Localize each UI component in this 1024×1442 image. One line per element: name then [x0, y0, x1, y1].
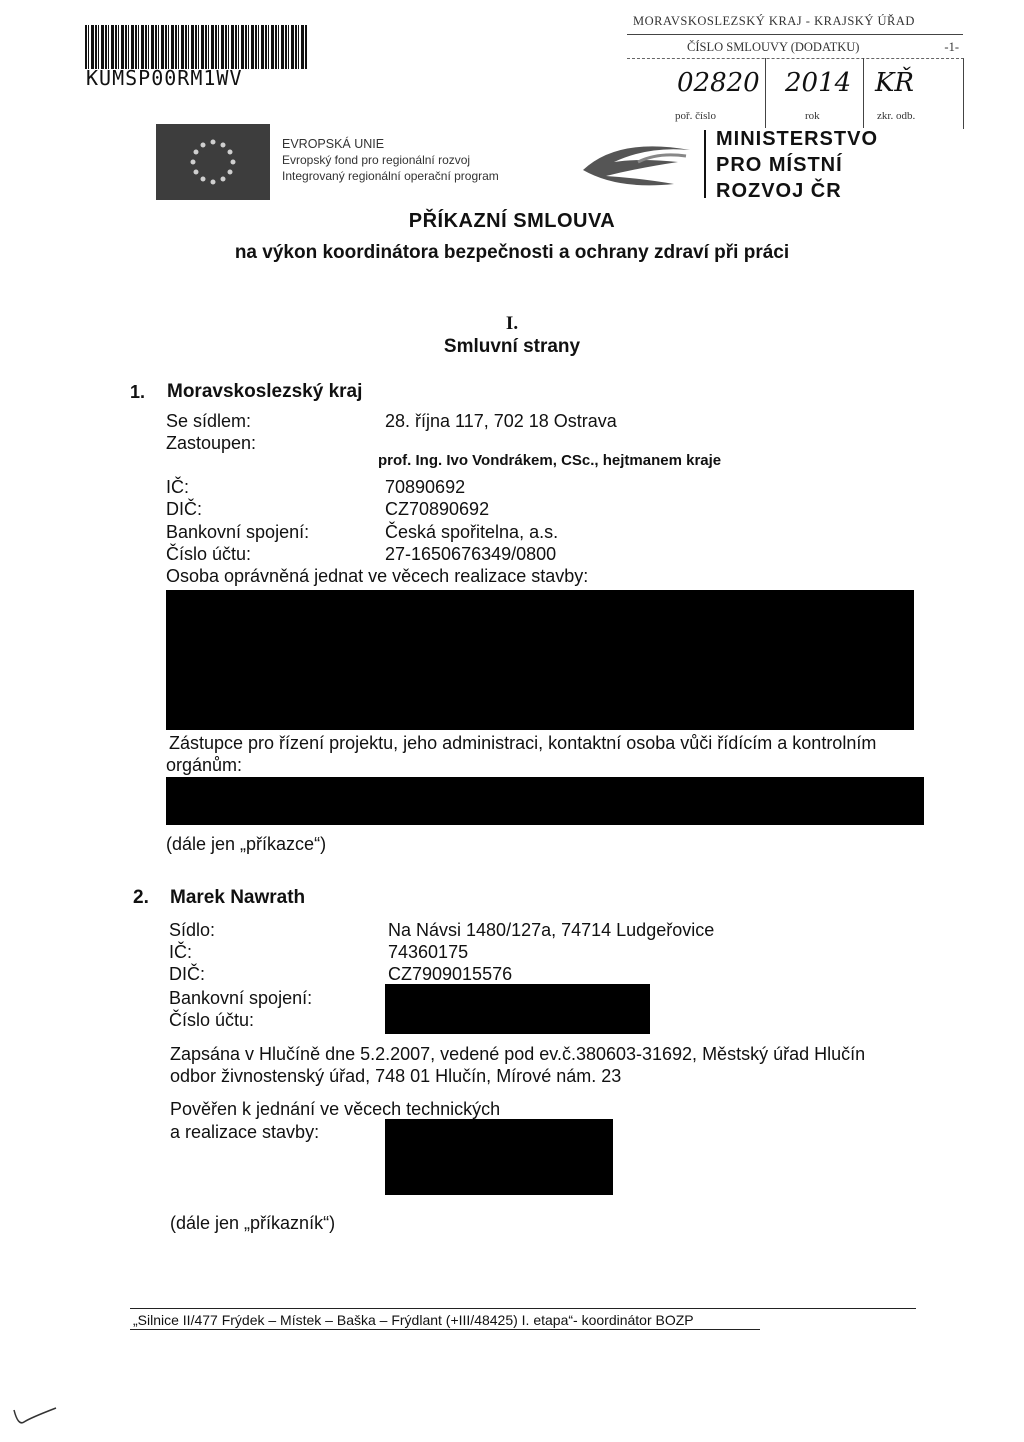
party1-account-value: 27-1650676349/0800	[385, 544, 557, 564]
party2-registry-line-1: Zapsána v Hlučíně dne 5.2.2007, vedené pod ev.č.380603-31692, Městský úřad Hlučín	[170, 1044, 866, 1064]
stamp-contract-label: ČÍSLO SMLOUVY (DODATKU)	[687, 40, 860, 54]
party2-dic-label: DIČ:	[169, 964, 205, 984]
party1-ic-value: 70890692	[385, 477, 466, 497]
eu-flag-icon	[156, 124, 270, 200]
redacted-block	[385, 984, 650, 1034]
party1-bank-label: Bankovní spojení:	[166, 522, 310, 542]
party1-dic-label: DIČ:	[166, 499, 202, 519]
redacted-block	[385, 1119, 613, 1195]
stamp-dept: KŘ	[875, 68, 914, 98]
party2-seat-value: Na Návsi 1480/127a, 74714 Ludgeřovice	[388, 920, 715, 940]
eu-line-2: Evropský fond pro regionální rozvoj	[282, 153, 471, 167]
party2-delegated-line-2: a realizace stavby:	[170, 1122, 320, 1142]
redacted-block	[166, 590, 914, 730]
party1-ic-label: IČ:	[166, 477, 190, 497]
stamp-label-year: rok	[805, 110, 820, 122]
party2-dic-value: CZ7909015576	[388, 964, 513, 984]
party1-bank-value: Česká spořitelna, a.s.	[385, 522, 559, 542]
ministry-name	[716, 126, 878, 204]
party1-rep-label: Zastoupen:	[166, 433, 257, 453]
party2-ic-label: IČ:	[169, 942, 193, 962]
party1-project-rep-label-1: Zástupce pro řízení projektu, jeho administraci, kontaktní osoba vůči řídícím a kontrolním	[169, 733, 877, 753]
eu-line-1: EVROPSKÁ UNIE	[282, 137, 385, 151]
party1-hereinafter: (dále jen „příkazce“)	[166, 834, 327, 854]
registration-stamp	[627, 10, 963, 122]
party2-registry-line-2: odbor živnostenský úřad, 748 01 Hlučín, Mírové nám. 23	[170, 1066, 622, 1086]
party1-authorized-label: Osoba oprávněná jednat ve věcech realizace stavby:	[166, 566, 589, 586]
party2-ic-value: 74360175	[388, 942, 469, 962]
party2-number: 2.	[133, 887, 149, 908]
party1-seat-label: Se sídlem:	[166, 411, 252, 431]
stamp-office: MORAVSKOSLEZSKÝ KRAJ - KRAJSKÝ ÚŘAD	[633, 14, 915, 28]
redacted-block	[166, 777, 924, 825]
stamp-label-dept: zkr. odb.	[877, 110, 916, 122]
document-title: PŘÍKAZNÍ SMLOUVA	[408, 210, 616, 232]
ministry-line-1: MINISTERSTVO	[716, 128, 879, 150]
section-numeral: I.	[505, 313, 519, 334]
party2-hereinafter: (dále jen „příkazník“)	[170, 1213, 336, 1233]
stamp-year: 2014	[785, 68, 852, 98]
ministry-logo-icon	[578, 132, 698, 192]
party1-account-label: Číslo účtu:	[166, 544, 252, 564]
party2-bank-label: Bankovní spojení:	[169, 988, 313, 1008]
party2-name: Marek Nawrath	[170, 887, 306, 908]
ministry-line-2: PRO MÍSTNÍ	[716, 154, 843, 176]
footer-rule-bottom	[130, 1329, 760, 1330]
party2-delegated-line-1: Pověřen k jednání ve věcech technických	[170, 1099, 501, 1119]
party1-project-rep-label-2: orgánům:	[166, 755, 243, 775]
ministry-line-3: ROZVOJ ČR	[716, 180, 842, 202]
stamp-number: 02820	[677, 68, 760, 98]
party1-seat-value: 28. října 117, 702 18 Ostrava	[385, 411, 617, 431]
eu-line-3: Integrovaný regionální operační program	[282, 169, 499, 183]
stamp-label-number: poř. číslo	[675, 110, 716, 122]
handwritten-checkmark-icon	[10, 1404, 60, 1435]
barcode	[85, 25, 307, 69]
eu-program-text	[282, 136, 499, 184]
footer-text: „Silnice II/477 Frýdek – Místek – Baška – Frýdlant (+III/48425) I. etapa“- koordinátor BOZP	[133, 1312, 694, 1328]
party1-rep-value: prof. Ing. Ivo Vondrákem, CSc., hejtmanem kraje	[378, 452, 722, 469]
party2-seat-label: Sídlo:	[169, 920, 216, 940]
barcode-id: KUMSP00RM1WV	[86, 66, 243, 90]
party1-dic-value: CZ70890692	[385, 499, 490, 519]
party1-number: 1.	[130, 382, 146, 402]
party2-account-label: Číslo účtu:	[169, 1010, 255, 1030]
footer-rule-top	[130, 1308, 916, 1309]
ministry-divider	[704, 130, 706, 198]
document-subtitle: na výkon koordinátora bezpečnosti a ochrany zdraví při práci	[234, 242, 790, 263]
section-title: Smluvní strany	[443, 336, 581, 357]
party1-name: Moravskoslezský kraj	[167, 381, 363, 402]
stamp-suffix: -1-	[944, 40, 959, 54]
